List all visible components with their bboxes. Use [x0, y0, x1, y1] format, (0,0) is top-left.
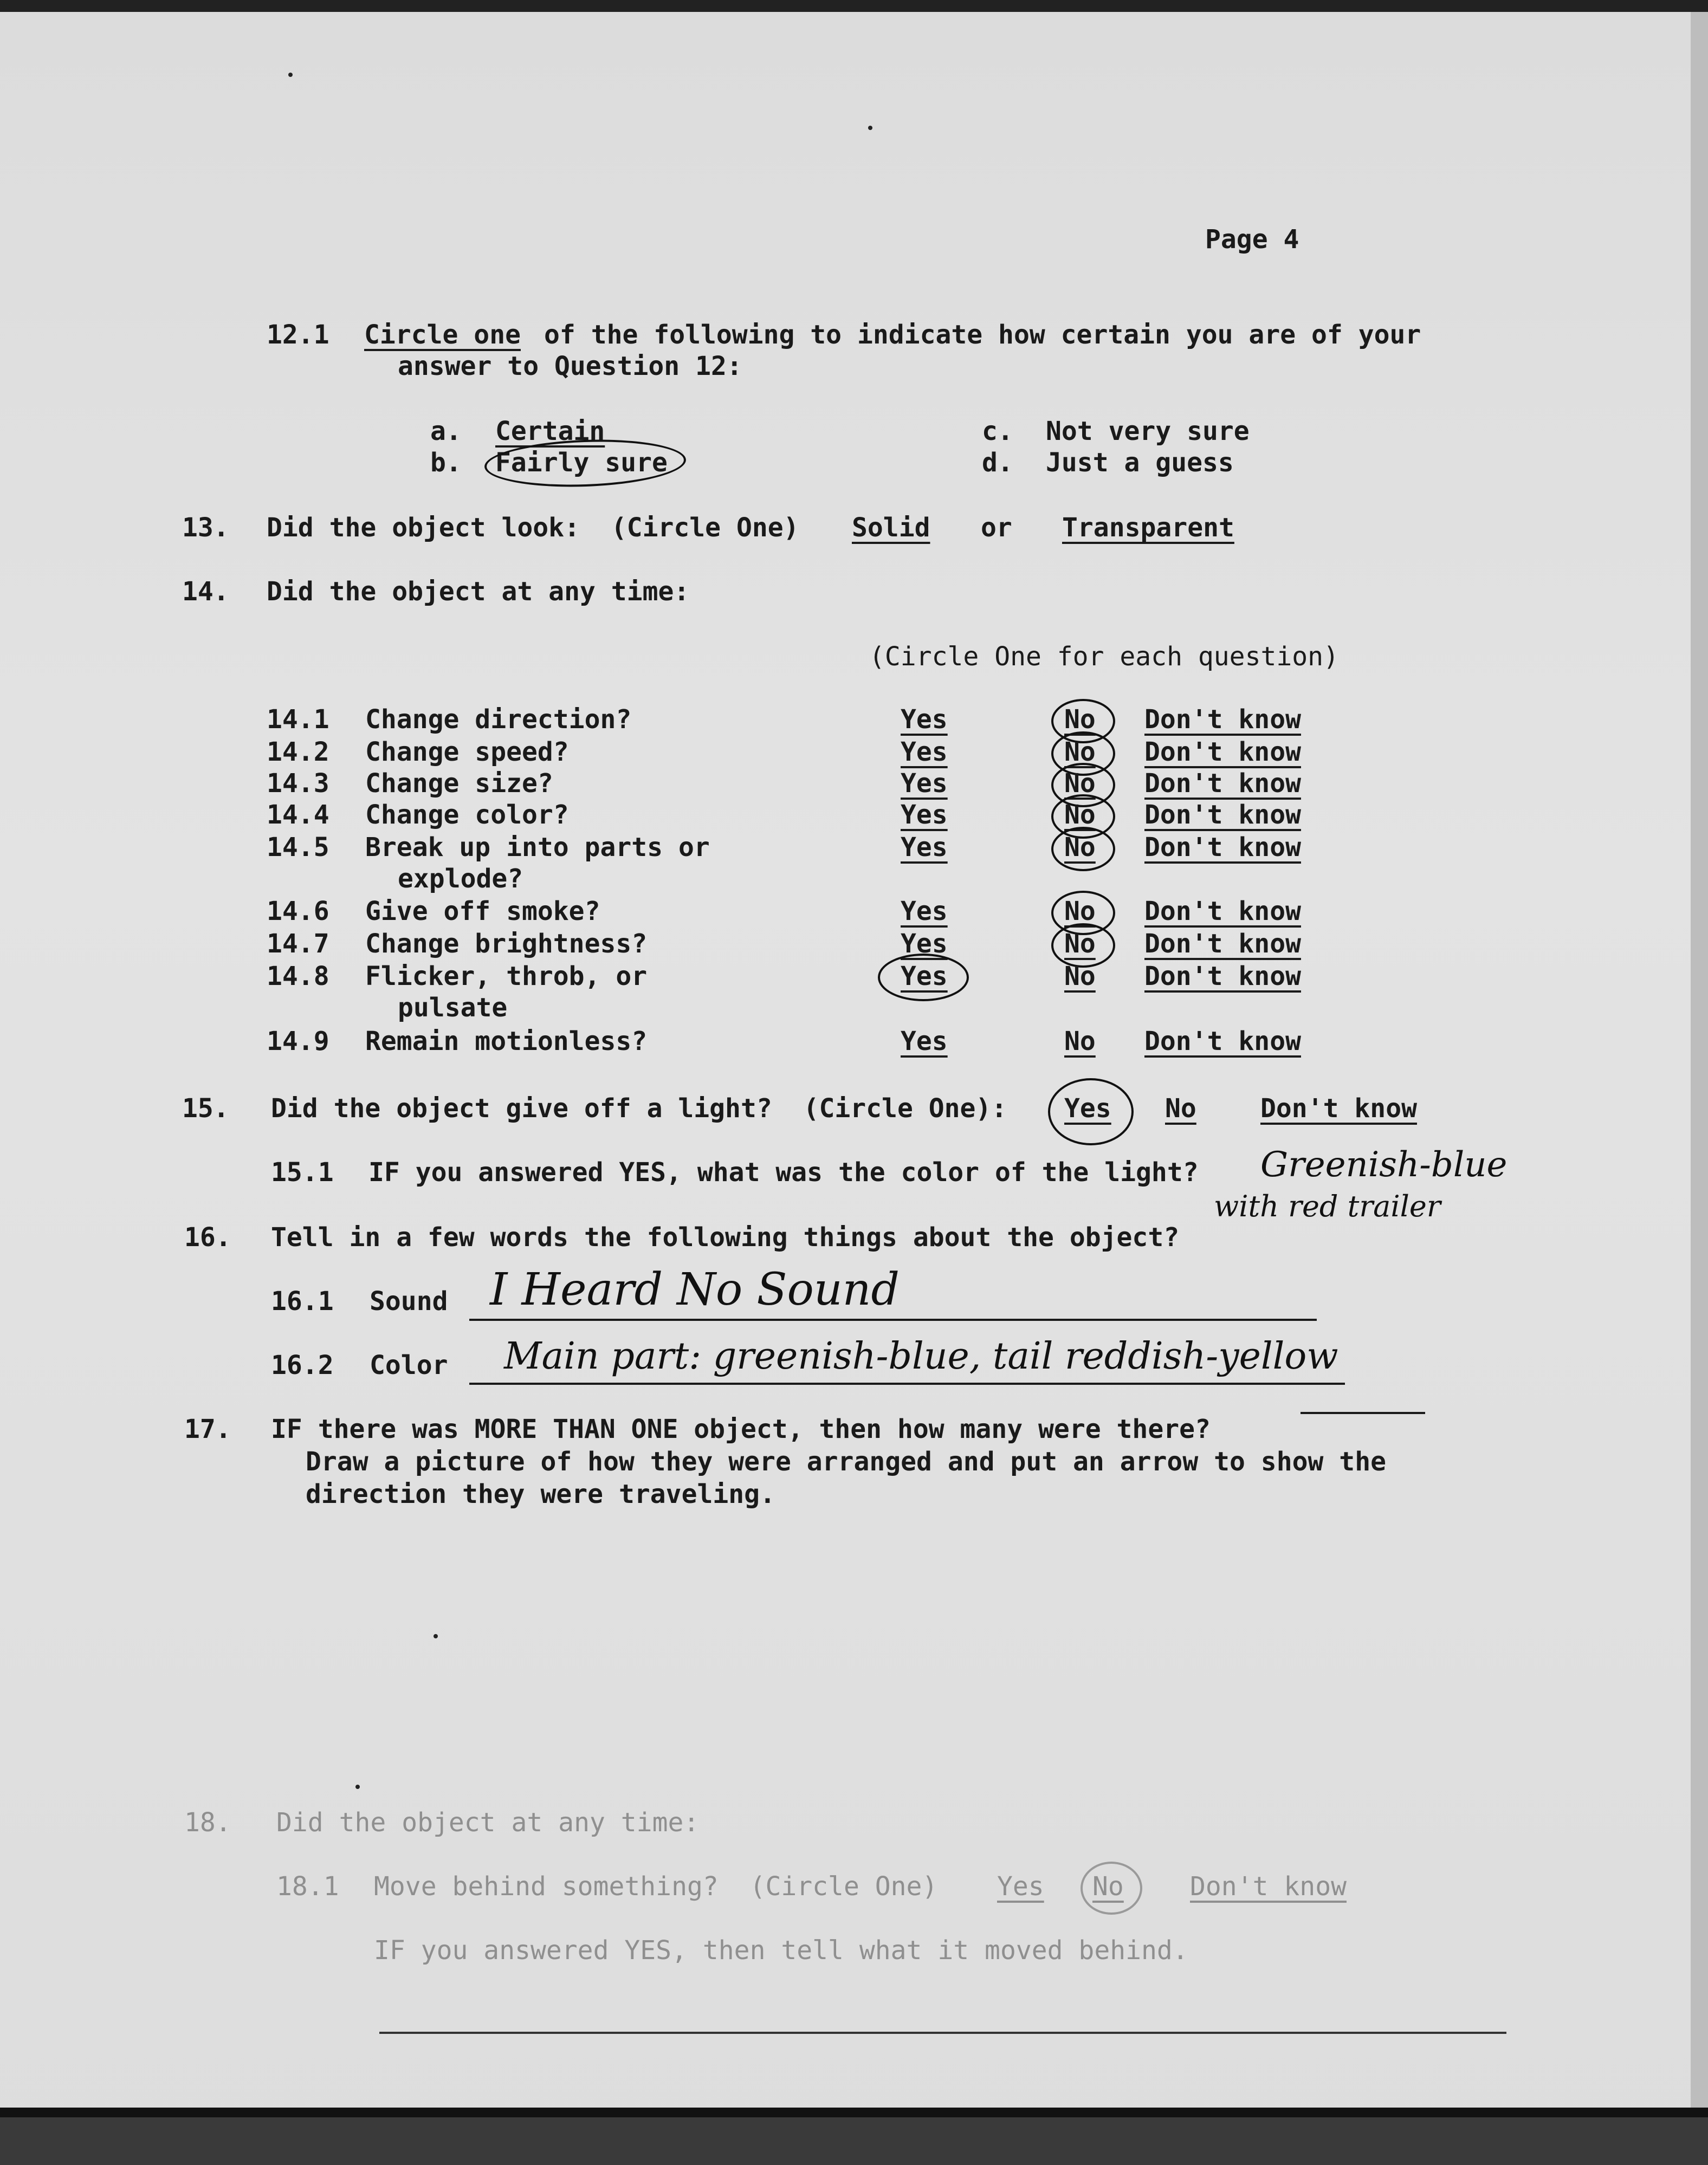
q18-follow-up: IF you answered YES, then tell what it moved behind. [374, 1935, 1188, 1966]
q14-item-number: 14.6 [267, 896, 329, 926]
q18-1-text: Move behind something? (Circle One) [374, 1871, 938, 1902]
q15-1-handwritten-answer-line1: Greenish-blue [1260, 1145, 1508, 1185]
q18-1-yes[interactable]: Yes [997, 1871, 1044, 1902]
q14-item-number: 14.9 [267, 1026, 329, 1056]
q16-text: Tell in a few words the following things about the object? [271, 1222, 1180, 1253]
q14-item-yes[interactable]: Yes [901, 961, 948, 991]
q14-item-dont-know[interactable]: Don't know [1144, 961, 1301, 991]
q14-item-text-cont: explode? [398, 864, 523, 894]
scan-right-edge [1691, 12, 1708, 2108]
q12-1-option-c-letter: c. [982, 416, 1013, 446]
speck [288, 73, 293, 77]
q15-answer-circle [1048, 1078, 1134, 1145]
q16-2-answer-line [469, 1383, 1345, 1385]
q18-1-answer-circle [1081, 1862, 1142, 1915]
q12-1-number: 12.1 [267, 320, 329, 350]
q12-1-text-line1: of the following to indicate how certain you are of your [544, 320, 1421, 350]
q14-item-text: Change brightness? [365, 929, 648, 959]
q14-item-dont-know[interactable]: Don't know [1144, 1026, 1301, 1056]
q12-1-option-d[interactable]: Just a guess [1046, 448, 1234, 478]
q14-item-dont-know[interactable]: Don't know [1144, 929, 1301, 959]
q18-1-dont-know[interactable]: Don't know [1190, 1871, 1347, 1902]
scan-bottom-shadow [0, 2108, 1708, 2117]
q17-number: 17. [184, 1414, 231, 1444]
q14-item-yes[interactable]: Yes [901, 896, 948, 926]
q14-item-dont-know[interactable]: Don't know [1144, 737, 1301, 767]
q16-1-answer-line [469, 1319, 1317, 1321]
q14-item-dont-know[interactable]: Don't know [1144, 896, 1301, 926]
q12-1-option-b-letter: b. [430, 448, 462, 478]
q13-option-transparent[interactable]: Transparent [1062, 513, 1234, 543]
q12-1-option-d-letter: d. [982, 448, 1013, 478]
q13-number: 13. [182, 513, 229, 543]
q16-1-number: 16.1 [271, 1286, 334, 1317]
q15-1-handwritten-answer-line2: with red trailer [1214, 1189, 1441, 1223]
q14-number: 14. [182, 576, 229, 607]
page-number: Page 4 [1205, 224, 1299, 255]
q14-item-text: Change direction? [365, 704, 632, 735]
q14-item-number: 14.8 [267, 961, 329, 991]
q16-2-label: Color [370, 1350, 448, 1380]
q14-item-no[interactable]: No [1064, 768, 1096, 799]
q14-item-yes[interactable]: Yes [901, 768, 948, 799]
q14-instruction: (Circle One for each question) [869, 641, 1339, 672]
q16-1-label: Sound [370, 1286, 448, 1317]
q14-item-yes[interactable]: Yes [901, 737, 948, 767]
q18-number: 18. [184, 1807, 231, 1838]
q14-item-text: Change size? [365, 768, 553, 799]
q14-item-text: Change color? [365, 800, 569, 830]
q17-line1: IF there was MORE THAN ONE object, then how many were there? [271, 1414, 1211, 1444]
speck [355, 1785, 360, 1789]
q14-item-number: 14.2 [267, 737, 329, 767]
speck [868, 126, 872, 130]
q13-or: or [981, 513, 1012, 543]
q15-text: Did the object give off a light? (Circle One): [271, 1093, 1007, 1124]
q15-yes[interactable]: Yes [1064, 1093, 1111, 1124]
q14-item-text: Give off smoke? [365, 896, 600, 926]
q16-2-number: 16.2 [271, 1350, 334, 1380]
q13-option-solid[interactable]: Solid [852, 513, 930, 543]
q12-1-option-b[interactable]: Fairly sure [495, 448, 668, 478]
q16-number: 16. [184, 1222, 231, 1253]
speck [434, 1634, 438, 1638]
q12-1-option-a[interactable]: Certain [495, 416, 605, 446]
q18-answer-line [379, 2032, 1506, 2034]
q14-item-number: 14.3 [267, 768, 329, 799]
q17-line3: direction they were traveling. [306, 1479, 775, 1509]
q18-text: Did the object at any time: [276, 1807, 700, 1838]
q14-answer-circle [1051, 827, 1115, 871]
q14-item-text: Remain motionless? [365, 1026, 648, 1056]
q14-item-text: Break up into parts or [365, 832, 710, 863]
q14-item-dont-know[interactable]: Don't know [1144, 800, 1301, 830]
q13-text: Did the object look: (Circle One) [267, 513, 799, 543]
q14-item-text: Change speed? [365, 737, 569, 767]
q15-no[interactable]: No [1165, 1093, 1196, 1124]
q14-item-dont-know[interactable]: Don't know [1144, 768, 1301, 799]
q14-item-dont-know[interactable]: Don't know [1144, 704, 1301, 735]
q14-item-no[interactable]: No [1064, 896, 1096, 926]
q16-1-handwritten-answer: I Heard No Sound [490, 1264, 900, 1315]
q14-item-no[interactable]: No [1064, 961, 1096, 991]
q15-number: 15. [182, 1093, 229, 1124]
q14-item-yes[interactable]: Yes [901, 1026, 948, 1056]
q18-1-no[interactable]: No [1092, 1871, 1124, 1902]
q14-answer-circle [878, 954, 969, 1001]
q12-1-text-line2: answer to Question 12: [398, 351, 742, 381]
q14-item-no[interactable]: No [1064, 1026, 1096, 1056]
q14-item-yes[interactable]: Yes [901, 832, 948, 863]
q14-text: Did the object at any time: [267, 576, 690, 607]
q14-item-no[interactable]: No [1064, 704, 1096, 735]
q14-item-no[interactable]: No [1064, 737, 1096, 767]
q17-count-line [1301, 1412, 1425, 1414]
q15-1-text: IF you answered YES, what was the color of the light? [368, 1157, 1199, 1188]
q14-item-number: 14.5 [267, 832, 329, 863]
scan-top-border [0, 0, 1708, 12]
q14-item-text-cont: pulsate [398, 993, 508, 1023]
q14-item-number: 14.1 [267, 704, 329, 735]
q14-item-yes[interactable]: Yes [901, 704, 948, 735]
q14-item-dont-know[interactable]: Don't know [1144, 832, 1301, 863]
q14-item-yes[interactable]: Yes [901, 800, 948, 830]
q14-item-no[interactable]: No [1064, 800, 1096, 830]
q12-1-circle-one: Circle one [364, 320, 521, 350]
q15-dont-know[interactable]: Don't know [1260, 1093, 1417, 1124]
q14-item-number: 14.4 [267, 800, 329, 830]
q14-item-yes[interactable]: Yes [901, 929, 948, 959]
q12-1-option-a-letter: a. [430, 416, 462, 446]
q17-line2: Draw a picture of how they were arranged and put an arrow to show the [306, 1447, 1386, 1477]
q14-item-no[interactable]: No [1064, 929, 1096, 959]
q15-1-number: 15.1 [271, 1157, 334, 1188]
q18-1-number: 18.1 [276, 1871, 339, 1902]
q12-1-option-c[interactable]: Not very sure [1046, 416, 1250, 446]
q14-item-text: Flicker, throb, or [365, 961, 648, 991]
q16-2-handwritten-answer: Main part: greenish-blue, tail reddish-yellow [504, 1335, 1338, 1378]
q14-item-number: 14.7 [267, 929, 329, 959]
q14-item-no[interactable]: No [1064, 832, 1096, 863]
